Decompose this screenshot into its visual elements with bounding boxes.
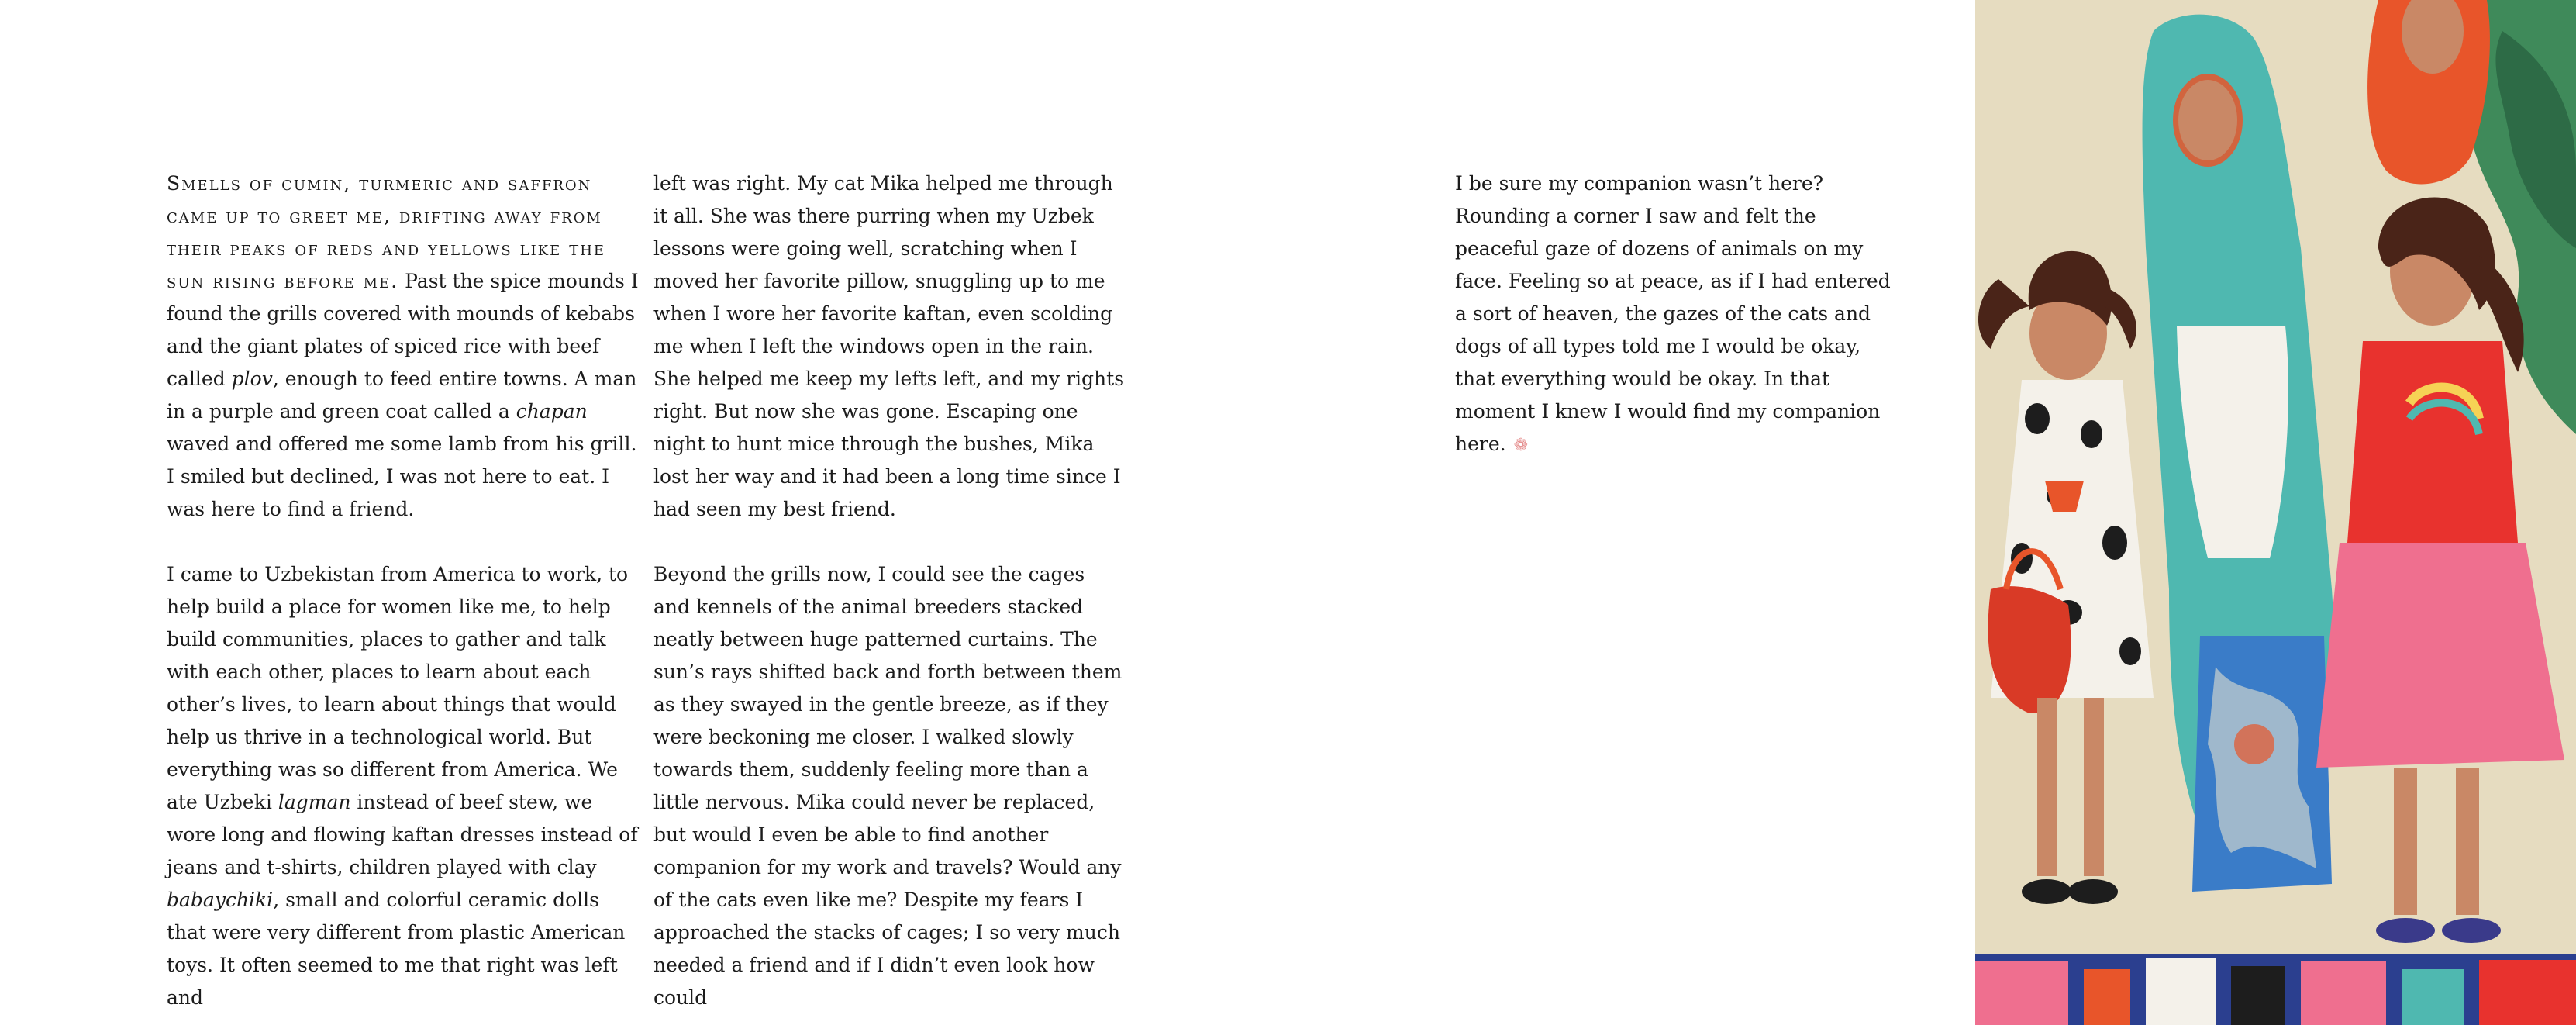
paragraph-text: , enough to feed entire towns. A man in a purple and green coat called a — [167, 368, 637, 423]
text-column-middle — [653, 167, 1126, 1014]
painted-illustration — [1975, 0, 2576, 1025]
flower-end-mark-icon: ❁ — [1513, 436, 1529, 455]
paragraph-text: Past the spice mounds I found the grills covered with mounds of kebabs and the giant plates of spiced rice with beef called — [167, 270, 639, 390]
paragraph-text: I came to Uzbekistan from America to work, to help build a place for women like me, to help build communities, places to gather and talk with each other, places to learn about each other’s lives, to learn about things that would help us thrive in a technological world. But everything was so different from America. We ate Uzbeki — [167, 563, 629, 813]
paragraph-cages: Beyond the grills now, I could see the cages and kennels of the animal breeders stacked neatly between huge patterned curtains. The sun’s rays shifted back and forth between them as they swayed in the gentle breeze, as if they were beckoning me closer. I walked slowly towards them, suddenly feeling more than a little nervous. Mika could never be replaced, but would I even be able to find another companion for my work and travels? Would any of the cats even like me? Despite my fears I approached the stacks of cages; I so very much needed a friend and if I didn’t even look how could — [653, 563, 1122, 1009]
illustration-canvas — [1975, 0, 2576, 1025]
italic-term: plov — [231, 368, 273, 390]
paragraph-text: I be sure my companion wasn’t here? Rounding a corner I saw and felt the peaceful gaze of dozens of animals on my face. Feeling so at peace, as if I had entered a sort of heaven, the gazes of the cats and dogs of all types told me I would be okay, that everything would be okay. In that moment I knew I would find my companion here. — [1455, 172, 1891, 455]
opening-lead-in: Smells of cumin, turmeric and saffron came up to greet me, drifting away from their peaks of reds and yellows like the sun rising before me. — [167, 172, 606, 292]
paragraph-companion — [1455, 167, 1905, 462]
paragraph-text: waved and offered me some lamb from his grill. I smiled but declined, I was not here to eat. I was here to find a friend. — [167, 433, 637, 520]
italic-term: babaychiki — [167, 889, 274, 911]
paragraph-mika: left was right. My cat Mika helped me through it all. She was there purring when my Uzbek lessons were going well, scratching when I moved her favorite pillow, snuggling up to me when I wore her favorite kaftan, even scolding me when I left the windows open in the rain. She helped me keep my lefts left, and my rights right. But now she was gone. Escaping one night to hunt mice through the bushes, Mika lost her way and it had been a long time since I had seen my best friend. — [653, 172, 1125, 520]
text-column-right — [1455, 167, 1905, 462]
paragraph-text: , small and colorful ceramic dolls that were very different from plastic American toys. It often seemed to me that right was left and — [167, 889, 626, 1009]
paragraph-text: instead of beef stew, we wore long and flowing kaftan dresses instead of jeans and t-shirts, children played with clay — [167, 791, 638, 878]
italic-term: lagman — [278, 791, 351, 813]
paragraph-opening — [167, 167, 640, 526]
text-column-left — [167, 167, 640, 1014]
italic-term: chapan — [516, 400, 588, 423]
paragraph-uzbekistan — [167, 558, 640, 1014]
